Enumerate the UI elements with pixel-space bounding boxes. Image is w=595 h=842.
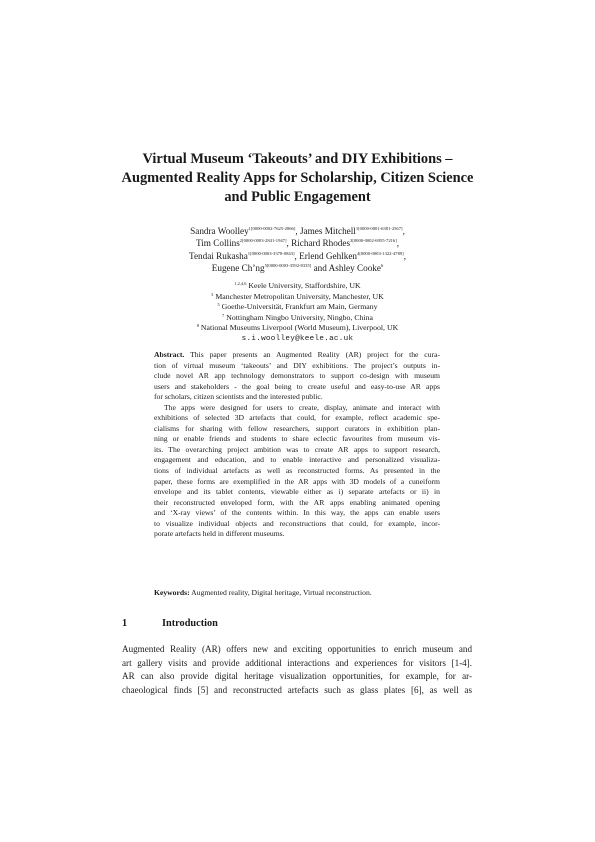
abstract-line: engagement and education, and to enable interactive and personalized visualiza- bbox=[154, 455, 440, 465]
title-line: Augmented Reality Apps for Scholarship, Citizen Science bbox=[121, 170, 474, 186]
affiliation bbox=[110, 313, 485, 324]
abstract-text: This paper presents an Augmented Reality (AR) project for the cura- bbox=[190, 350, 440, 359]
author-name: James Mitchell bbox=[299, 226, 356, 236]
paper-title bbox=[110, 150, 485, 207]
author-name: Richard Rhodes bbox=[291, 238, 351, 249]
affiliation bbox=[110, 281, 485, 292]
abstract bbox=[154, 350, 440, 540]
abstract-line: cialisms for sharing with fellow researchers, support curators in exhibition plan- bbox=[154, 423, 440, 433]
abstract-line: exhibitions of selected 3D artefacts that could, for example, reflect academic spe- bbox=[154, 413, 440, 423]
author-name: Ashley Cooke bbox=[328, 263, 381, 274]
separator: , bbox=[402, 226, 405, 236]
affiliation-list bbox=[110, 281, 485, 345]
affiliation bbox=[110, 302, 485, 313]
section-heading bbox=[122, 618, 218, 629]
abstract-line: The apps were designed for users to create, display, animate and interact with bbox=[164, 402, 440, 412]
affiliation-text: National Museums Liverpool (World Museum), Liverpool, UK bbox=[200, 323, 399, 333]
separator: , bbox=[403, 250, 407, 261]
introduction-body bbox=[122, 643, 472, 698]
author-name: Tim Collins bbox=[195, 238, 240, 249]
author-line bbox=[110, 225, 485, 237]
author-affil-index: 6 bbox=[380, 263, 384, 269]
abstract-line bbox=[154, 350, 440, 361]
author-name: Tendai Rukasha bbox=[188, 250, 248, 261]
abstract-line: envelope and its tablet contents, viewable either as i) separate artefacts or ii) in bbox=[154, 487, 440, 497]
author-orcid: 3[0000-0002-6955-7216] bbox=[350, 238, 397, 244]
title-line: Virtual Museum ‘Takeouts’ and DIY Exhibitions – bbox=[142, 151, 453, 167]
author-orcid: 1[0000-0001-6381-2567] bbox=[355, 226, 403, 231]
body-line: Augmented Reality (AR) offers new and exciting opportunities to enrich museum and bbox=[122, 644, 472, 654]
section-number: 1 bbox=[122, 618, 128, 629]
abstract-line: porate artefacts held in different museums. bbox=[154, 529, 285, 539]
author-orcid: 2[0000-0003-2841-1947] bbox=[239, 238, 287, 244]
affiliation-text: Nottingham Ningbo University, Ningbo, China bbox=[226, 312, 373, 322]
abstract-line: their reconstructed enveloped form, with the AR apps enabling animated opening bbox=[154, 497, 440, 507]
affiliation-text: Goethe-Universität, Frankfurt am Main, Germany bbox=[221, 302, 378, 312]
abstract-line: tion of virtual museum ‘takeouts’ and DIY exhibitions. The project’s outputs in- bbox=[154, 360, 440, 370]
abstract-line: for scholars, citizen scientists and the interested public. bbox=[154, 392, 323, 402]
separator: and bbox=[313, 263, 327, 274]
abstract-line: ning or enable friends and students to share eclectic favourites from museum vis- bbox=[154, 434, 440, 444]
abstract-line: and ‘X-ray views’ of the contents within. In this way, the apps can enable users bbox=[154, 508, 440, 518]
author-orcid: 1[0000-0003-3378-0843] bbox=[247, 250, 295, 256]
author-orcid: 5[0000-0003-3592-8335] bbox=[264, 263, 312, 269]
author-orcid: 4[0000-0003-1322-4789] bbox=[357, 250, 404, 256]
keywords-text: Augmented reality, Digital heritage, Virtual reconstruction. bbox=[191, 588, 372, 597]
separator: , bbox=[286, 238, 289, 249]
affiliation-text: Keele University, Staffordshire, UK bbox=[248, 281, 361, 290]
abstract-line: users and stakeholders - the goal being to create useful and easy-to-use AR apps bbox=[154, 381, 440, 391]
body-line: art gallery visits and provide additional interactions and experiences for visitors [1-4]. bbox=[122, 657, 472, 668]
section-title: Introduction bbox=[162, 618, 218, 629]
affiliation-index: 5 bbox=[217, 302, 220, 308]
abstract-line: its. The overarching project ambition was to create AR apps to support research, bbox=[154, 444, 440, 454]
abstract-label: Abstract. bbox=[154, 350, 185, 359]
affiliation-index: 8 bbox=[196, 323, 199, 329]
affiliation-index: 3 bbox=[211, 291, 214, 297]
body-line: chaeological finds [5] and reconstructed artefacts such as glass plates [6], as well as bbox=[122, 685, 472, 696]
author-name: Erlend Gehlken bbox=[299, 250, 358, 261]
separator: , bbox=[294, 250, 297, 261]
title-line: and Public Engagement bbox=[224, 189, 371, 205]
separator: , bbox=[295, 226, 298, 236]
affiliation-index: 1,2,4,6 bbox=[234, 281, 247, 286]
author-name: Sandra Woolley bbox=[190, 226, 249, 236]
separator: , bbox=[396, 238, 400, 249]
affiliation-text: Manchester Metropolitan University, Manchester, UK bbox=[215, 291, 384, 301]
keywords bbox=[154, 588, 444, 599]
author-line bbox=[110, 250, 485, 262]
author-line bbox=[110, 262, 485, 274]
affiliation bbox=[110, 292, 485, 303]
author-name: Eugene Ch’ng bbox=[211, 263, 265, 274]
contact-email[interactable]: s.i.woolley@keele.ac.uk bbox=[241, 334, 354, 343]
abstract-line: paper, these forms are exemplified in the AR apps with 3D models of a cuneiform bbox=[154, 476, 440, 486]
body-line: AR can also provide digital heritage visualization opportunities, for example, for ar- bbox=[122, 671, 472, 682]
abstract-line: tions of individual artefacts as well as reconstructed forms. As presented in the bbox=[154, 466, 440, 476]
author-line bbox=[110, 237, 485, 249]
author-orcid: 1[0000-0002-7625-2866] bbox=[248, 226, 296, 231]
affiliation-index: 7 bbox=[222, 312, 225, 318]
abstract-line: clude novel AR app technology demonstrators to support co-design with museum bbox=[154, 371, 440, 381]
keywords-label: Keywords: bbox=[154, 588, 190, 597]
affiliation bbox=[110, 323, 485, 334]
abstract-line: to visualize individual objects and reconstructions that could, for example, incor- bbox=[154, 518, 440, 528]
author-list bbox=[110, 225, 485, 275]
